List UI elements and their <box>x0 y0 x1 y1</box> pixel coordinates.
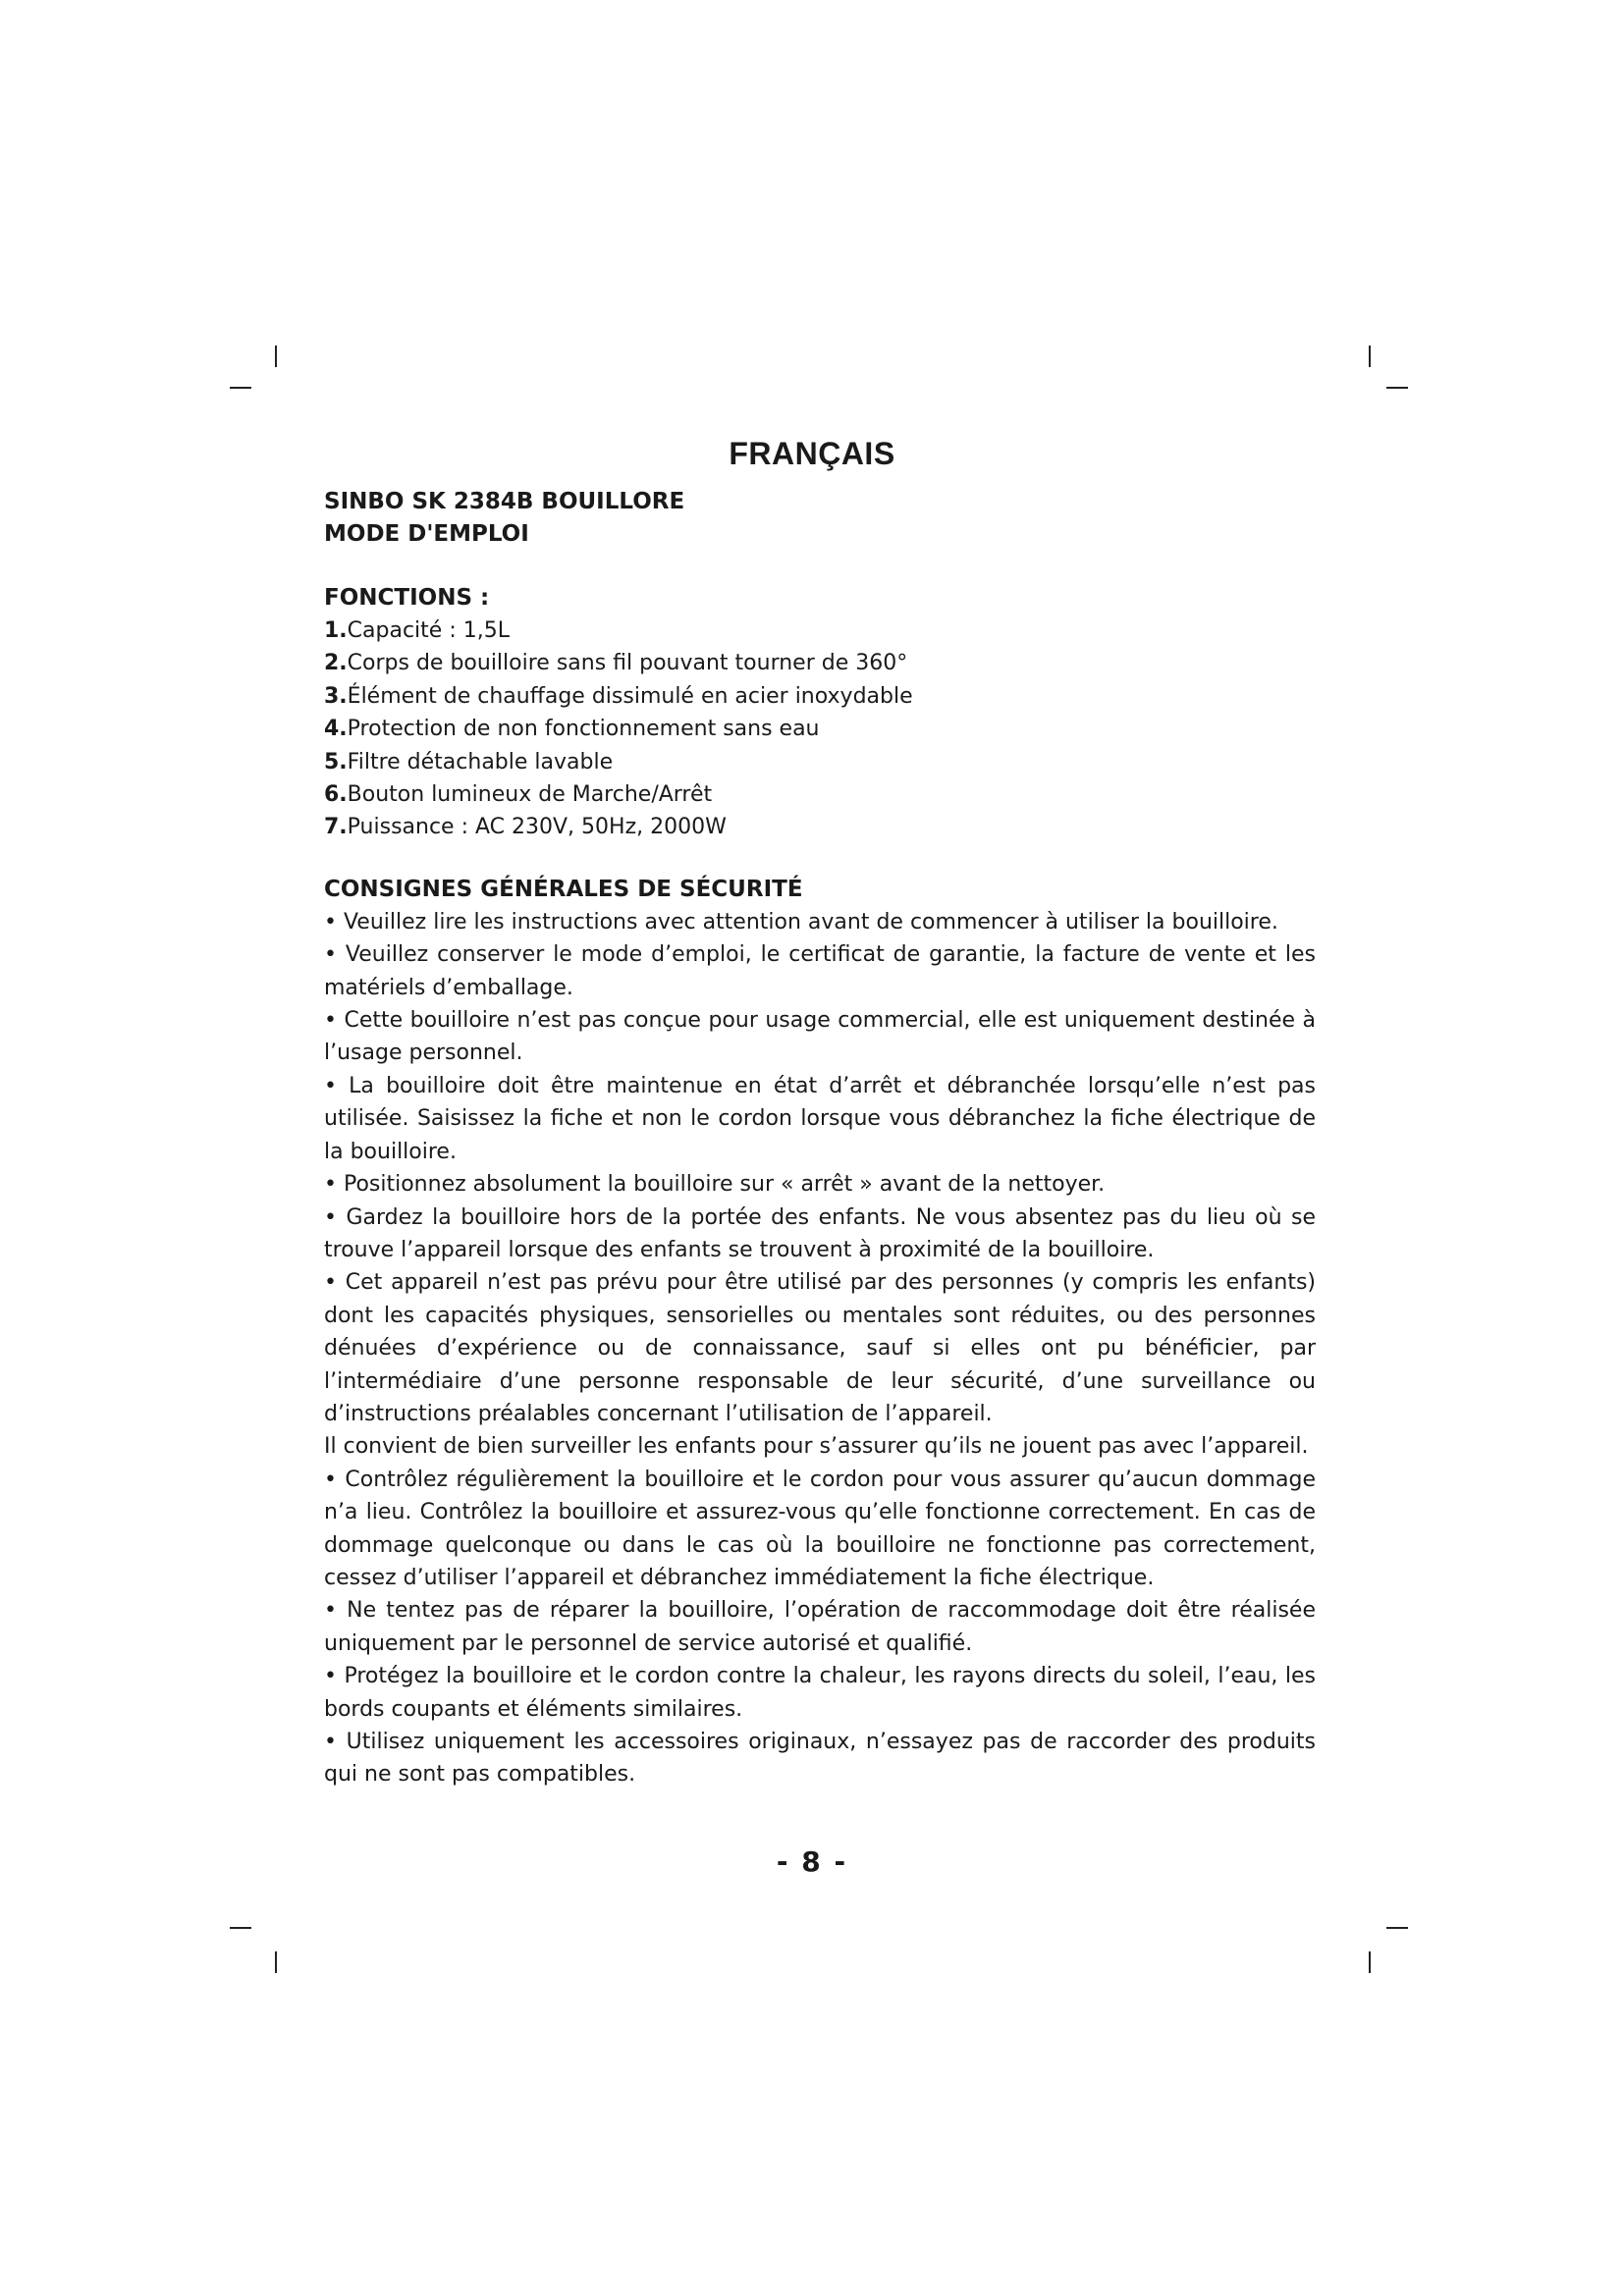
safety-paragraph: • Cet appareil n’est pas prévu pour être utilisé par des personnes (y compris les enfants) dont les capacités physiques, sensorielles ou mentales sont réduites, ou des personnes dénuées d’expérience ou de connaissance, sauf si elles ont pu bénéficier, par l’intermédiaire d’une personne responsable de leur sécurité, d’une surveillance ou d’instructions préalables concernant l’utilisation de l’appareil. <box>324 1270 1316 1426</box>
product-title: SINBO SK 2384B BOUILLORE <box>324 489 685 514</box>
list-item <box>324 647 1316 679</box>
crop-mark-top-left-horizontal <box>230 387 251 389</box>
item-number: 7. <box>324 815 348 840</box>
crop-mark-top-right-horizontal <box>1386 387 1408 389</box>
item-number: 1. <box>324 618 348 643</box>
item-text: Élément de chauffage dissimulé en acier inoxydable <box>347 683 913 709</box>
list-item <box>324 746 1316 778</box>
crop-mark-bottom-right-vertical <box>1369 1951 1371 1973</box>
item-text: Protection de non fonctionnement sans eau <box>347 717 820 742</box>
safety-paragraph: • Veuillez lire les instructions avec attention avant de commencer à utiliser la bouilloire. <box>324 909 1278 934</box>
safety-paragraph: • Contrôlez régulièrement la bouilloire et le cordon pour vous assurer qu’aucun dommage n’a lieu. Contrôlez la bouilloire et assurez-vous qu’elle fonctionne correctement. En cas de dommage quelconque ou dans le cas où la bouilloire ne fonctionne pas correctement, cessez d’utiliser l’appareil et débranchez immédiatement la fiche électrique. <box>324 1467 1316 1590</box>
functions-heading: FONCTIONS : <box>324 585 490 611</box>
list-item <box>324 811 1316 843</box>
crop-mark-top-right-vertical <box>1369 346 1371 367</box>
crop-mark-bottom-right-horizontal <box>1386 1927 1408 1929</box>
list-item <box>324 680 1316 713</box>
safety-paragraph: • Ne tentez pas de réparer la bouilloire, l’opération de raccommodage doit être réalisée uniquement par le personnel de service autorisé et qualifié. <box>324 1598 1316 1656</box>
page-number: - 8 - <box>776 1845 848 1878</box>
item-number: 2. <box>324 651 348 676</box>
safety-paragraph: • Positionnez absolument la bouilloire sur « arrêt » avant de la nettoyer. <box>324 1172 1106 1198</box>
item-text: Puissance : AC 230V, 50Hz, 2000W <box>347 815 727 840</box>
item-number: 4. <box>324 717 348 742</box>
safety-paragraph: • Utilisez uniquement les accessoires originaux, n’essayez pas de raccorder des produits qui ne sont pas compatibles. <box>324 1730 1316 1788</box>
safety-paragraph: • Veuillez conserver le mode d’emploi, le certificat de garantie, la facture de vente et les matériels d’emballage. <box>324 942 1316 1000</box>
manual-subtitle: MODE D'EMPLOI <box>324 521 529 547</box>
safety-paragraph: • Cette bouilloire n’est pas conçue pour usage commercial, elle est uniquement destinée à l’usage personnel. <box>324 1008 1316 1066</box>
safety-paragraph: • Protégez la bouilloire et le cordon contre la chaleur, les rayons directs du soleil, l’eau, les bords coupants et éléments similaires. <box>324 1664 1316 1722</box>
safety-paragraph: Il convient de bien surveiller les enfants pour s’assurer qu’ils ne jouent pas avec l’appareil. <box>324 1434 1309 1460</box>
list-item <box>324 778 1316 811</box>
crop-mark-bottom-left-vertical <box>275 1951 277 1973</box>
language-heading: FRANÇAIS <box>729 436 895 471</box>
item-text: Corps de bouilloire sans fil pouvant tourner de 360° <box>347 651 908 676</box>
item-text: Bouton lumineux de Marche/Arrêt <box>347 782 713 808</box>
item-number: 6. <box>324 782 348 808</box>
safety-paragraph: • Gardez la bouilloire hors de la portée des enfants. Ne vous absentez pas du lieu où se trouve l’appareil lorsque des enfants se trouvent à proximité de la bouilloire. <box>324 1204 1316 1262</box>
safety-paragraph: • La bouilloire doit être maintenue en état d’arrêt et débranchée lorsqu’elle n’est pas utilisée. Saisissez la fiche et non le cordon lorsque vous débranchez la fiche électrique de la bouilloire. <box>324 1073 1316 1164</box>
manual-content <box>324 486 1316 1791</box>
list-item <box>324 713 1316 745</box>
list-item <box>324 614 1316 647</box>
safety-heading: CONSIGNES GÉNÉRALES DE SÉCURITÉ <box>324 876 803 902</box>
crop-mark-bottom-left-horizontal <box>230 1927 251 1929</box>
item-text: Filtre détachable lavable <box>347 749 614 774</box>
functions-list <box>324 614 1316 844</box>
crop-mark-top-left-vertical <box>275 346 277 367</box>
item-number: 5. <box>324 749 348 774</box>
item-number: 3. <box>324 683 348 709</box>
item-text: Capacité : 1,5L <box>347 618 510 643</box>
